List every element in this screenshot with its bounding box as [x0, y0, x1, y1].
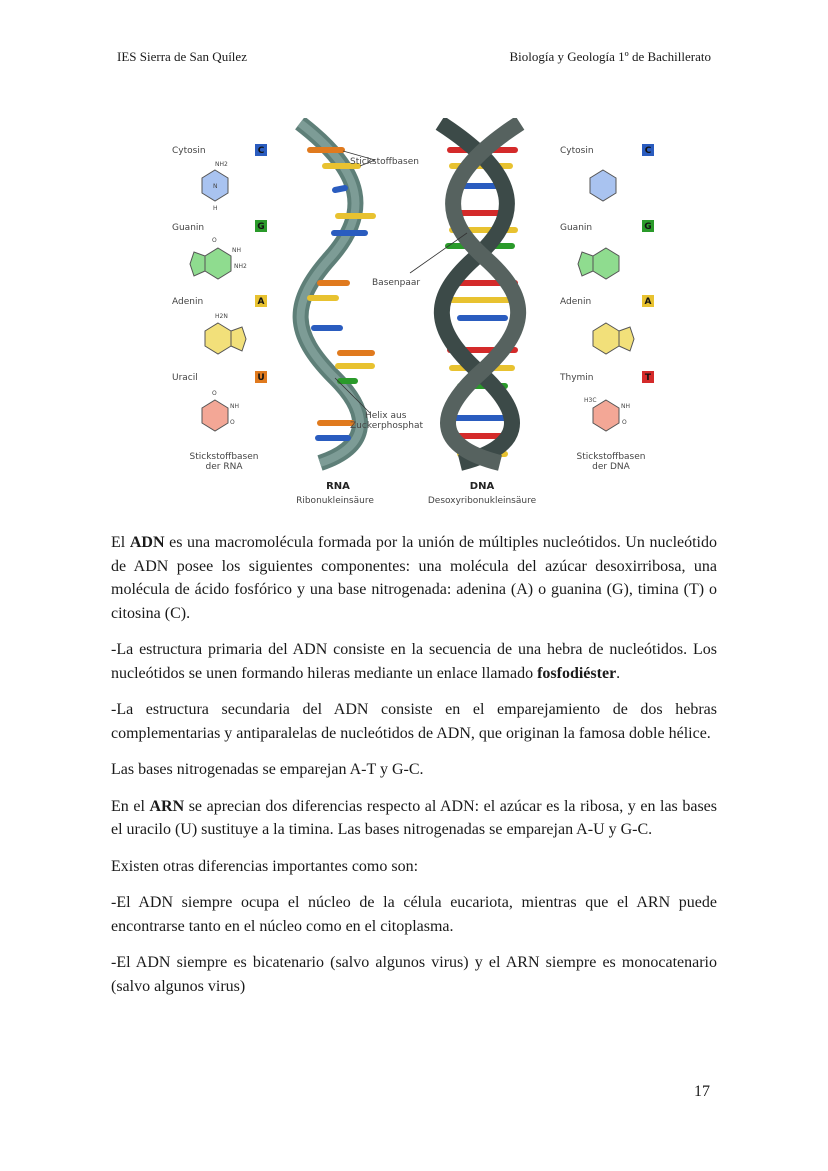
- thymine-molecule-right: [593, 400, 619, 431]
- dna-title: DNA: [469, 481, 495, 492]
- paragraph-adn-definition: El ADN es una macromolécula formada por la unión de múltiples nucleótidos. Un nucleótido de ADN posee los siguientes componentes: una molécula del azúcar desoxirribosa, una molécula de ácido fosfórico y una base nitrogenada: adenina (A) o guanina (G), timina (T) o citosina (C).: [111, 534, 717, 622]
- paragraph-other-differences: Existen otras diferencias importantes como son:: [111, 857, 419, 875]
- left-label-cytosin: Cytosin: [172, 146, 206, 156]
- right-letter-a: A: [644, 297, 652, 307]
- dna-bases-label-2: der DNA: [592, 462, 630, 472]
- guanine-molecule-right: [593, 248, 619, 279]
- right-label-guanin: Guanin: [560, 223, 593, 233]
- left-letter-c: C: [257, 146, 265, 156]
- guanine-molecule-left: [205, 248, 231, 279]
- dna-double-helix: [440, 123, 520, 463]
- right-label-cytosin: Cytosin: [560, 146, 594, 156]
- rna-bases-label-1: Stickstoffbasen: [189, 452, 259, 462]
- paragraph-location: -El ADN siempre ocupa el núcleo de la célula eucariota, mientras que el ARN puede encontrarse tanto en el núcleo como en el citoplasma.: [111, 894, 717, 935]
- chem-label-u-o2: O: [230, 419, 235, 426]
- callout-basenpaar: Basenpaar: [372, 278, 421, 288]
- left-letter-g: G: [257, 222, 265, 232]
- right-letter-g: G: [644, 222, 652, 232]
- left-label-uracil: Uracil: [172, 373, 198, 383]
- header-course: Biología y Geología 1º de Bachillerato: [509, 49, 711, 64]
- body-text: [111, 531, 717, 1011]
- rna-subtitle: Ribonukleinsäure: [296, 496, 374, 506]
- left-letter-a: A: [257, 297, 265, 307]
- paragraph-primary-structure: -La estructura primaria del ADN consiste en la secuencia de una hebra de nucleótidos. Los nucleótidos se unen formando hileras mediante un enlace llamado fosfodiéster.: [111, 641, 717, 682]
- rna-title: RNA: [326, 481, 350, 492]
- right-label-thymin: Thymin: [560, 373, 594, 383]
- rna-bases-label-2: der RNA: [205, 462, 243, 472]
- header-school: IES Sierra de San Quílez: [117, 49, 247, 64]
- cytosine-molecule-right: [590, 170, 616, 201]
- right-letter-c: C: [644, 146, 652, 156]
- chem-label-a-h2n: H2N: [215, 313, 228, 320]
- page-number: 17: [694, 1083, 710, 1100]
- chem-label-t-o: O: [622, 419, 627, 426]
- rna-dna-figure: [160, 118, 670, 513]
- rna-dna-diagram: [160, 118, 670, 513]
- uracil-molecule-left: [202, 400, 228, 431]
- callout-helix-1: Helix aus: [365, 411, 407, 421]
- chem-label-g-nh: NH: [232, 247, 241, 254]
- chem-label-n: N: [213, 183, 218, 190]
- chem-label-t-h3c: H3C: [584, 397, 597, 404]
- paragraph-secondary-structure: -La estructura secundaria del ADN consiste en el emparejamiento de dos hebras complementarias y antiparalelas de nucleótidos de ADN, que originan la famosa doble hélice.: [111, 701, 717, 742]
- left-label-adenin: Adenin: [172, 297, 204, 307]
- right-letter-t: T: [644, 373, 652, 383]
- chem-label-u-o: O: [212, 390, 217, 397]
- paragraph-arn-differences: En el ARN se aprecian dos diferencias respecto al ADN: el azúcar es la ribosa, y en las bases el uracilo (U) sustituye a la timina. Las bases nitrogenadas se emparejan A-U y G-C.: [111, 797, 718, 838]
- chem-label-g-o: O: [212, 237, 217, 244]
- rna-strand: [300, 123, 373, 463]
- dna-subtitle: Desoxyribonukleinsäure: [427, 496, 537, 506]
- left-label-guanin: Guanin: [172, 223, 205, 233]
- adenine-molecule-left: [205, 323, 231, 354]
- chem-label-h: H: [213, 205, 218, 212]
- right-label-adenin: Adenin: [560, 297, 592, 307]
- paragraph-base-pairing: Las bases nitrogenadas se emparejan A-T y G-C.: [111, 761, 424, 778]
- callout-stickstoffbasen: Stickstoffbasen: [350, 157, 419, 167]
- left-letter-u: U: [257, 373, 265, 383]
- chem-label-g-nh2: NH2: [234, 263, 247, 270]
- paragraph-strands: -El ADN siempre es bicatenario (salvo algunos virus) y el ARN siempre es monocatenario (salvo algunos virus): [111, 954, 717, 995]
- chem-label-t-nh: NH: [621, 403, 630, 410]
- chem-label-u-nh: NH: [230, 403, 239, 410]
- chem-label-c-nh2: NH2: [215, 161, 228, 168]
- dna-bases-label-1: Stickstoffbasen: [576, 452, 646, 462]
- adenine-molecule-right: [593, 323, 619, 354]
- callout-helix-2: Zuckerphosphat: [350, 421, 424, 431]
